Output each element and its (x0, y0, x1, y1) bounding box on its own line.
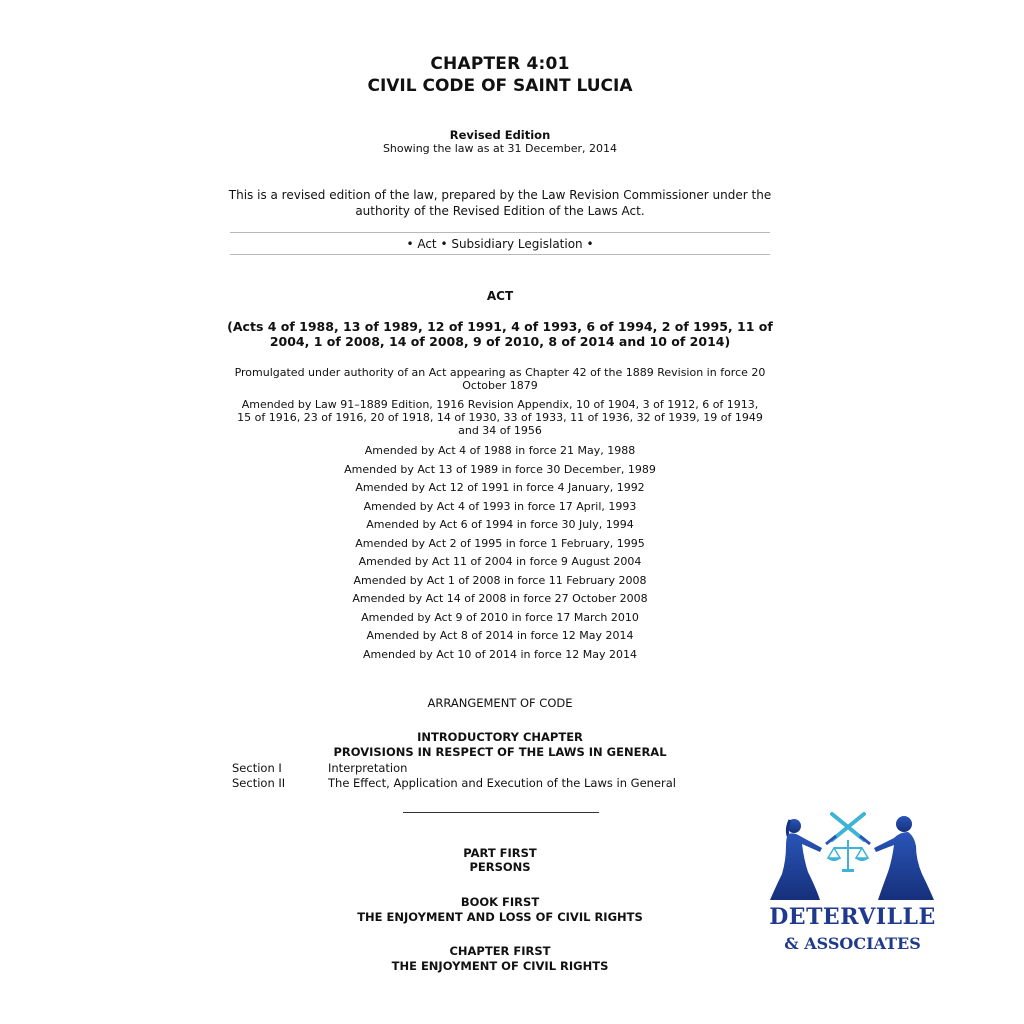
chapter-first-heading: CHAPTER FIRST (449, 944, 551, 958)
chapter-title: CIVIL CODE OF SAINT LUCIA (367, 76, 633, 96)
scales-of-justice-icon (760, 800, 945, 905)
amendment-list (230, 442, 770, 665)
intro-text: This is a revised edition of the law, prepared by the Law Revision Commissioner under the authority of the Revised Edition of the Laws Act. (228, 188, 772, 218)
amendment-item: Amended by Act 13 of 1989 in force 30 December, 1989 (344, 462, 656, 476)
chapter-number: CHAPTER 4:01 (430, 54, 570, 74)
amendment-item: Amended by Act 6 of 1994 in force 30 July, 1994 (366, 518, 634, 532)
amendment-item: Amended by Act 10 of 2014 in force 12 May 2014 (363, 648, 637, 662)
nav-links[interactable]: • Act • Subsidiary Legislation • (406, 237, 594, 251)
amendment-item: Amended by Act 14 of 2008 in force 27 October 2008 (352, 592, 648, 606)
section-title: The Effect, Application and Execution of the Laws in General (328, 776, 676, 790)
revised-edition-label: Revised Edition (449, 128, 551, 142)
arrangement-heading: ARRANGEMENT OF CODE (427, 696, 573, 710)
amendment-item: Amended by Act 11 of 2004 in force 9 August 2004 (358, 555, 642, 569)
amendment-item: Amended by Act 2 of 1995 in force 1 February, 1995 (355, 536, 645, 550)
section-label: Section I (232, 761, 282, 775)
book-title: THE ENJOYMENT AND LOSS OF CIVIL RIGHTS (357, 910, 643, 924)
promulgated-note: Promulgated under authority of an Act appearing as Chapter 42 of the 1889 Revision in force 20 October 1879 (234, 366, 766, 392)
provisions-heading: PROVISIONS IN RESPECT OF THE LAWS IN GENERAL (333, 745, 667, 759)
act-heading: ACT (486, 289, 514, 303)
section-divider (403, 812, 599, 813)
part-heading: PART FIRST (463, 846, 537, 860)
amendment-item: Amended by Act 12 of 1991 in force 4 January, 1992 (355, 481, 645, 495)
divider-bottom (230, 254, 770, 255)
amendment-item: Amended by Act 4 of 1988 in force 21 May, 1988 (364, 444, 636, 457)
amended-by-law: Amended by Law 91–1889 Edition, 1916 Revision Appendix, 10 of 1904, 3 of 1912, 6 of 1913, 15 of 1916, 23 of 1916, 20 of 1918, 14 of 1930, 33 of 1933, 11 of 1936, 32 of 1939, 19 of 1949 and 34 of 1956 (237, 398, 763, 437)
divider-top (230, 232, 770, 233)
introductory-chapter-heading: INTRODUCTORY CHAPTER (417, 730, 583, 744)
amendment-item: Amended by Act 4 of 1993 in force 17 April, 1993 (363, 499, 637, 513)
acts-list: (Acts 4 of 1988, 13 of 1989, 12 of 1991, 4 of 1993, 6 of 1994, 2 of 1995, 11 of 2004, 1 of 2008, 14 of 2008, 9 of 2010, 8 of 2014 and 10 of 2014) (227, 319, 773, 349)
section-label: Section II (232, 776, 286, 790)
chapter-first-title: THE ENJOYMENT OF CIVIL RIGHTS (391, 959, 609, 973)
amendment-item: Amended by Act 1 of 2008 in force 11 February 2008 (353, 573, 647, 587)
section-title: Interpretation (328, 761, 408, 775)
brand-subtitle: & ASSOCIATES (784, 934, 921, 953)
amendment-item: Amended by Act 9 of 2010 in force 17 March 2010 (361, 610, 639, 624)
revised-edition-date: Showing the law as at 31 December, 2014 (382, 142, 618, 155)
amendment-item: Amended by Act 8 of 2014 in force 12 May 2014 (366, 629, 634, 643)
book-heading: BOOK FIRST (460, 895, 540, 909)
part-title: PERSONS (469, 860, 531, 874)
brand-name: DETERVILLE (769, 904, 936, 930)
